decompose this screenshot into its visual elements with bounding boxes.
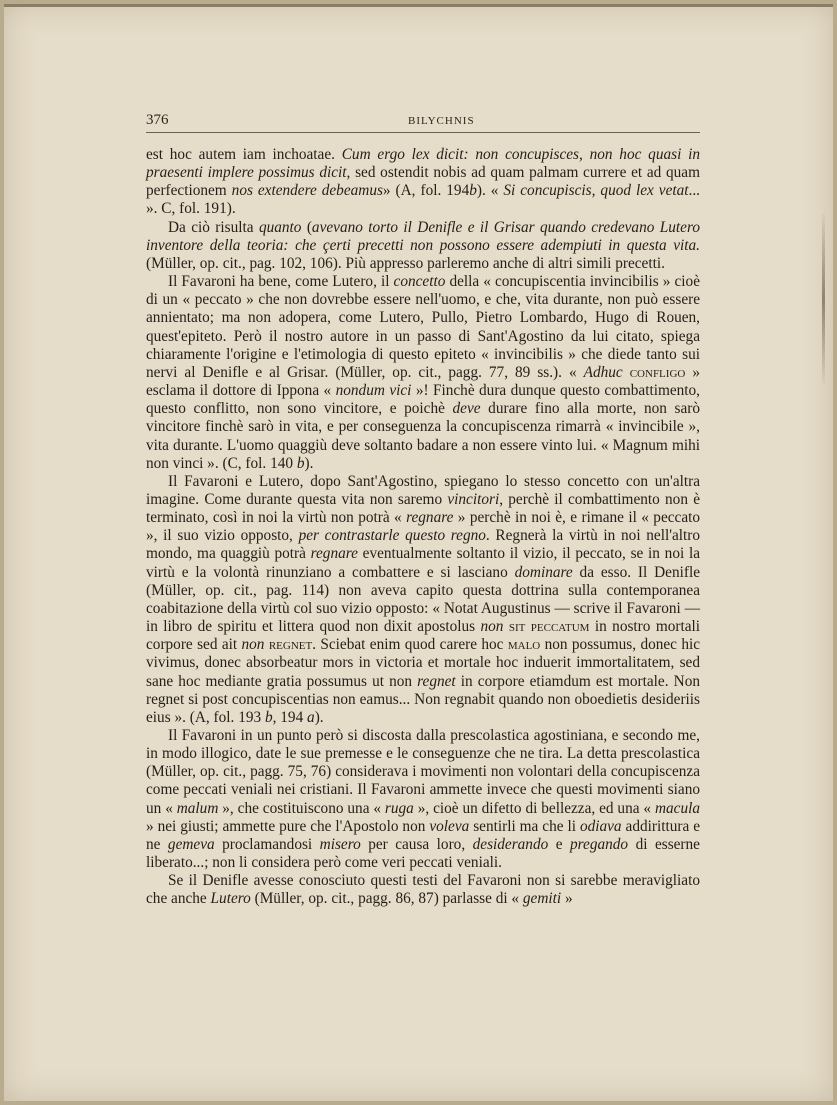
italic-text: Lutero (210, 890, 251, 908)
italic-text: deve (452, 400, 481, 418)
italic-text: pregando (570, 835, 629, 853)
text-run: » nei giusti; ammette pure che l'Apostolo non (146, 817, 430, 835)
text-run: » (561, 890, 573, 908)
small-caps-text: regnet (268, 636, 313, 654)
text-run: ( (301, 218, 312, 236)
italic-text: quanto (258, 218, 302, 236)
italic-text: regnare (406, 509, 454, 527)
text-run: per causa loro, (360, 835, 473, 853)
text-run: sentirli ma che li (469, 817, 580, 835)
text-run: non possumus, donec hic vivimus, donec absorbeatur mors in victoria et mortale hoc induerit immortalitatem, sed sane hoc mediante gratia possumus ut non (146, 636, 701, 690)
text-run: » perchè in noi è, e rimane il « peccato », il suo vizio opposto, (146, 509, 701, 545)
text-run: » (A, fol. 194 (382, 182, 470, 200)
paragraph (146, 273, 700, 473)
text-run: . Sciebat enim quod carere hoc (312, 636, 508, 654)
text-run: sed ostendit nobis ad quam palmam currere et ad quam perfectionem (146, 164, 700, 200)
binding-mark (822, 214, 825, 384)
italic-text: b (264, 708, 273, 726)
text-run: , 194 (272, 708, 308, 726)
paragraph (146, 727, 700, 872)
italic-text: nondum vici (335, 382, 412, 400)
text-run: (Müller, op. cit., pagg. 86, 87) parlasse di « (250, 890, 523, 908)
italic-text: Adhuc (583, 363, 623, 381)
text-run: Il Favaroni ha bene, come Lutero, il (168, 273, 394, 291)
page-header (146, 112, 700, 133)
small-caps-text: malo (507, 636, 541, 654)
italic-text: Cum ergo lex dicit: non concupisces, non hoc quasi in praesenti implere possimus dicit, (146, 146, 700, 182)
italic-text: non (241, 636, 265, 654)
italic-text: a (307, 708, 315, 726)
italic-text: non (480, 618, 504, 636)
text-run: in corpore etiamdum est mortale. Non regnet si post concupiscentias non eamus... Non regnabit quando non oboedietis desideriis eius ». (A, fol. 193 (146, 672, 700, 726)
text-run (623, 364, 630, 381)
text-run: ). « (476, 182, 504, 200)
text-run: est hoc autem iam inchoatae. (146, 146, 342, 163)
page-number: 376 (146, 112, 169, 128)
italic-text: regnare (310, 545, 358, 563)
text-run: , perchè il combattimento non è terminato, così in noi la virtù non potrà « (146, 490, 700, 527)
text-run: e (548, 835, 571, 853)
small-caps-text: confligo (629, 363, 686, 381)
italic-text: b (469, 182, 477, 200)
text-run: »! Finchè dura dunque questo combattimento, questo conflitto, non sono vincitore, e poichè (146, 382, 701, 418)
italic-text: Si concupiscis, quod lex vetat (503, 182, 689, 200)
italic-text: malum (176, 799, 219, 817)
italic-text: desiderando (472, 835, 549, 853)
text-run: della « concupiscentia invincibilis » cioè di un « peccato » che non dovrebbe essere nell'uomo, e che, vita durante, non può essere annientato; ma non adopera, come Lutero, Pullo, Pietro Lombardo, Hugo di Rouen, quest'epiteto. Però il nostro autore in un passo di Sant'Agostino da lui citato, spiega chiaramente l'origine e l'etimologia di questo epiteto « invincibilis » che diede tanto sui nervi al Denifle e al Grisar. (Müller, op. cit., pagg. 77, 89 ss.). « (146, 273, 700, 381)
text-run: », che costituiscono una « (218, 799, 385, 817)
italic-text: vincitori (447, 490, 500, 508)
text-run: proclamandosi (214, 835, 320, 853)
italic-text: nos extendere debeamus (231, 182, 383, 200)
italic-text: dominare (514, 563, 573, 581)
paragraph (146, 473, 700, 727)
text-run: di esserne liberato...; non li considera però come veri peccati veniali. (146, 835, 700, 872)
text-run: Il Favaroni in un punto però si discosta dalla prescolastica agostiniana, e secondo me, in modo illogico, date le sue premesse e le conseguenze che ne tira. La detta prescolastica (Müller, op. cit., pagg. 75, 76) considerava i movimenti non volontari della concupiscenza come peccati veniali nei cristiani. Il Favaroni ammette invece che questi movimenti siano un « (146, 727, 700, 817)
small-caps-text: sit peccatum (508, 618, 590, 636)
text-run: eventualmente soltanto il vizio, il peccato, se in noi la virtù e la volontà rinunziano a combattere e si lasciano (146, 545, 700, 581)
text-run: . Regnerà la virtù in noi nell'altro mondo, ma quaggiù potrà (146, 527, 700, 563)
body-text (146, 146, 700, 909)
text-run: durare fino alla morte, non sarò vincitore finchè sarò in vita, e per conseguenza la concupiscenza rimarrà « invincibile », vita durante. L'uomo quaggiù deve soltanto badare a non essere vinto lui. « Magnum mihi non vinci ». (C, fol. 140 (146, 400, 700, 472)
italic-text: odiava (579, 817, 622, 835)
italic-text: ruga (384, 799, 414, 817)
paragraph (146, 146, 700, 219)
text-run: addirittura e ne (146, 817, 700, 853)
italic-text: regnet (417, 672, 456, 690)
page-top-edge (4, 4, 833, 7)
italic-text: concetto (393, 273, 446, 291)
text-run: Da ciò risulta (168, 218, 259, 236)
italic-text: misero (319, 835, 361, 853)
text-run: Il Favaroni e Lutero, dopo Sant'Agostino, spiegano lo stesso concetto con un'altra imagine. Come durante questa vita non saremo (146, 472, 700, 508)
italic-text: per contrastarle questo regno (298, 527, 486, 545)
italic-text: gemeva (167, 835, 215, 853)
italic-text: b (296, 454, 305, 472)
text-run: (Müller, op. cit., pag. 102, 106). Più appresso parleremo anche di altri simili precetti. (146, 254, 665, 272)
text-run: », cioè un difetto di bellezza, ed una « (413, 799, 655, 817)
text-run: ). (304, 454, 314, 472)
paragraph (146, 872, 700, 908)
text-run: ). (314, 708, 324, 726)
italic-text: voleva (429, 817, 470, 835)
running-title: BILYCHNIS (408, 115, 475, 127)
text-run: Se il Denifle avesse conosciuto questi testi del Favaroni non si sarebbe meravigliato che anche (146, 872, 700, 908)
italic-text: avevano torto il Denifle e il Grisar quando credevano Lutero inventore della teoria: che çerti precetti non possono essere adempiuti in questa vita. (146, 218, 700, 254)
text-run: ... ». C, fol. 191). (146, 182, 701, 218)
italic-text: macula (654, 799, 700, 817)
text-run: in nostro mortali corpore sed ait (146, 618, 700, 654)
italic-text: gemiti (522, 890, 562, 908)
text-run: da esso. Il Denifle (Müller, op. cit., pag. 114) non aveva capito questa dottrina sulla contemporanea coabitazione della virtù col suo vizio opposto: « Notat Augustinus — scrive il Favaroni — in libro de spiritu et littera quod non dixit apostolus (146, 563, 700, 636)
text-run: » esclama il dottore di Ippona « (146, 363, 700, 400)
paragraph (146, 219, 700, 273)
page-sheet (4, 4, 833, 1101)
